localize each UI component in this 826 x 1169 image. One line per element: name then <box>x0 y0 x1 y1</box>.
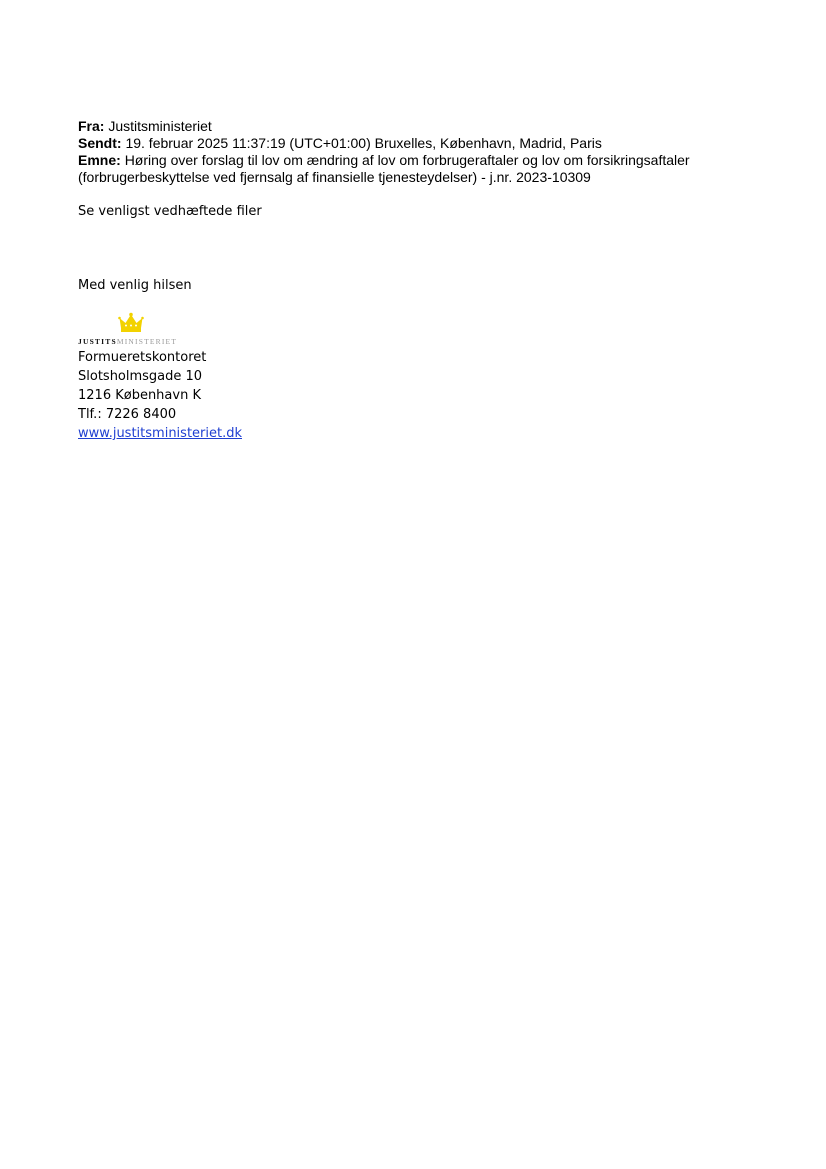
sent-label: Sendt: <box>78 135 122 151</box>
crown-icon <box>118 312 144 334</box>
sent-value: 19. februar 2025 11:37:19 (UTC+01:00) Bruxelles, København, Madrid, Paris <box>125 135 602 151</box>
subject-value-line1: Høring over forslag til lov om ændring af lov om forbrugeraftaler og lov om forsikringsaftaler <box>124 152 690 168</box>
signature-city: 1216 København K <box>78 388 201 403</box>
closing-line: Med venlig hilsen <box>78 278 192 293</box>
closing-text <box>78 276 192 295</box>
signature-office: Formueretskontoret <box>78 350 207 365</box>
from-line <box>78 118 778 135</box>
subject-value-line2: (forbrugerbeskyttelse ved fjernsalg af finansielle tjenesteydelser) - j.nr. 2023-10309 <box>78 169 591 185</box>
intro-text <box>78 202 262 221</box>
email-header <box>78 118 778 186</box>
subject-label: Emne: <box>78 152 121 168</box>
logo-wordmark <box>78 337 177 346</box>
subject-line-continued <box>78 169 778 186</box>
website-link[interactable]: www.justitsministeriet.dk <box>78 426 242 441</box>
from-label: Fra: <box>78 118 105 134</box>
signature-street: Slotsholmsgade 10 <box>78 369 203 384</box>
signature-phone: Tlf.: 7226 8400 <box>78 407 177 422</box>
logo-word-justits: JUSTITS <box>78 337 117 346</box>
signature-block <box>78 348 242 443</box>
subject-line <box>78 152 778 169</box>
intro-line: Se venligst vedhæftede filer <box>78 204 262 219</box>
sent-line <box>78 135 778 152</box>
ministry-logo <box>78 312 198 348</box>
from-value: Justitsministeriet <box>108 118 212 134</box>
logo-word-ministeriet: MINISTERIET <box>116 337 178 346</box>
